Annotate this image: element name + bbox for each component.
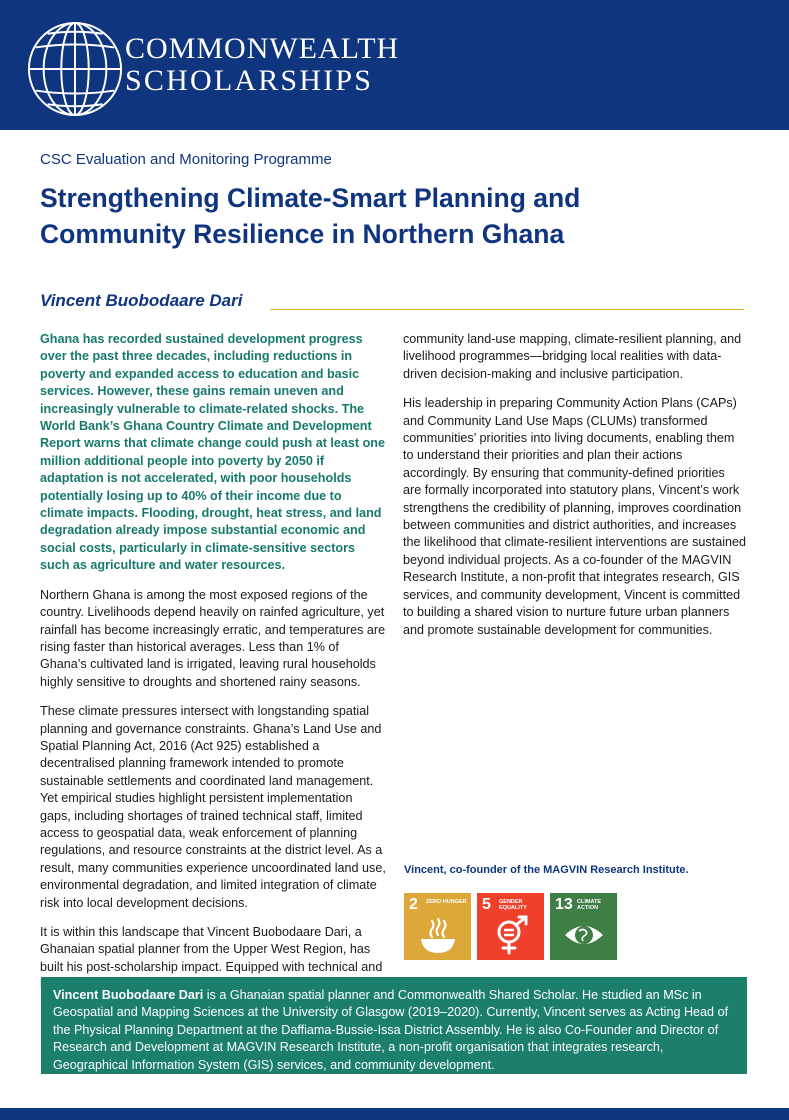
bio-name: Vincent Buobodaare Dari (53, 988, 204, 1002)
left-column (40, 331, 386, 1006)
food-bowl-icon (417, 915, 459, 955)
sdg-2-tile (404, 893, 471, 960)
eye-earth-icon (563, 915, 605, 955)
sdg-label: GENDER EQUALITY (499, 899, 527, 911)
body-paragraph: It is within this landscape that Vincent Buobodaare Dari, a Ghanaian spatial planner from the Upper West Region, has built his post-scholarship impact. Equipped with technical and (40, 925, 383, 974)
brand-wordmark (125, 33, 399, 97)
sdg-13-tile (550, 893, 617, 960)
sdg-number: 5 (482, 896, 491, 913)
globe-logo-icon (26, 20, 124, 118)
body-paragraph: These climate pressures intersect with longstanding spatial planning and governance constraints. Ghana’s Land Use and Spatial Planning Act, 2016 (Act 925) established a decentralised planning framework intended to promote sustainable settlements and coordinated land management. Yet empirical studies highlight persistent implementation gaps, including shortages of trained technical staff, limited access to geospatial data, weak enforcement of planning regulations, and resource constraints at the district level. As a result, many communities experience uncoordinated land use, environmental degradation, and limited integration of climate risk into local development decisions. (40, 704, 386, 910)
sdg-5-tile (477, 893, 544, 960)
body-paragraph: Northern Ghana is among the most exposed regions of the country. Livelihoods depend heavily on rainfed agriculture, yet rainfall has become increasingly erratic, and temperatures are rising faster than historical averages. Less than 1% of Ghana’s cultivated land is irrigated, leaving rural households highly sensitive to droughts and shortened rainy seasons. (40, 587, 386, 689)
article-title: Strengthening Climate-Smart Planning and Community Resilience in Northern Ghana (40, 183, 581, 249)
sdg-number: 13 (555, 896, 573, 913)
author-bio-box (41, 977, 747, 1074)
lead-paragraph: Ghana has recorded sustained development progress over the past three decades, including reductions in poverty and expanded access to education and basic services. However, these gains remain uneven and increasingly vulnerable to climate-related shocks. The World Bank’s Ghana Country Climate and Development Report warns that climate change could push at least one million additional people into poverty by 2050 if adaptation is not accelerated, with poor households potentially losing up to 40% of their income due to climate impacts. Flooding, drought, heat stress, and land degradation already impose substantial economic and social costs, particularly in climate-sensitive sectors such as agriculture and water resources. (40, 332, 385, 573)
sdg-label: ZERO HUNGER (426, 899, 467, 905)
footer-bar (0, 1108, 789, 1120)
gender-equality-icon (490, 915, 532, 955)
photo-caption: Vincent, co-founder of the MAGVIN Research Institute. (404, 864, 689, 876)
brand-line-1: COMMONWEALTH (125, 32, 400, 65)
author-divider (270, 309, 744, 310)
bio-text: is a Ghanaian spatial planner and Commonwealth Shared Scholar. He studied an MSc in Geospatial and Mapping Sciences at the University of Glasgow (2019–2020). Currently, Vincent serves as Acting Head of the Physical Planning Department at the Daffiama-Bussie-Issa District Assembly. He is also Co-Founder and Director of Research and Development at MAGVIN Research Institute, a non-profit organisation that integrates research, Geographical Information System (GIS) services, and community development. (53, 988, 729, 1072)
sdg-label: CLIMATE ACTION (577, 899, 602, 911)
sdg-number: 2 (409, 896, 418, 913)
brand-line-2: SCHOLARSHIPS (125, 64, 374, 97)
author-name: Vincent Buobodaare Dari (40, 291, 243, 310)
header-banner (0, 0, 789, 130)
programme-name: CSC Evaluation and Monitoring Programme (40, 151, 332, 168)
right-column (403, 331, 746, 651)
body-paragraph: community land-use mapping, climate-resilient planning, and livelihood programmes—bridging local realities with data-driven decision-making and inclusive participation. (403, 332, 742, 381)
body-paragraph: His leadership in preparing Community Action Plans (CAPs) and Community Land Use Maps (CLUMs) transformed communities’ priorities into living documents, enabling them to understand their priorities and plan their actions accordingly. By ensuring that community-defined priorities are formally incorporated into statutory plans, Vincent’s work strengthens the credibility of planning, improves coordination between communities and district authorities, and increases the likelihood that climate-resilient interventions are sustained beyond individual projects. As a co-founder of the MAGVIN Research Institute, a non-profit that integrates research, GIS services, and community development, Vincent is committed to building a shared vision to nurture future urban planners and promote sustainable development for communities. (403, 396, 747, 637)
